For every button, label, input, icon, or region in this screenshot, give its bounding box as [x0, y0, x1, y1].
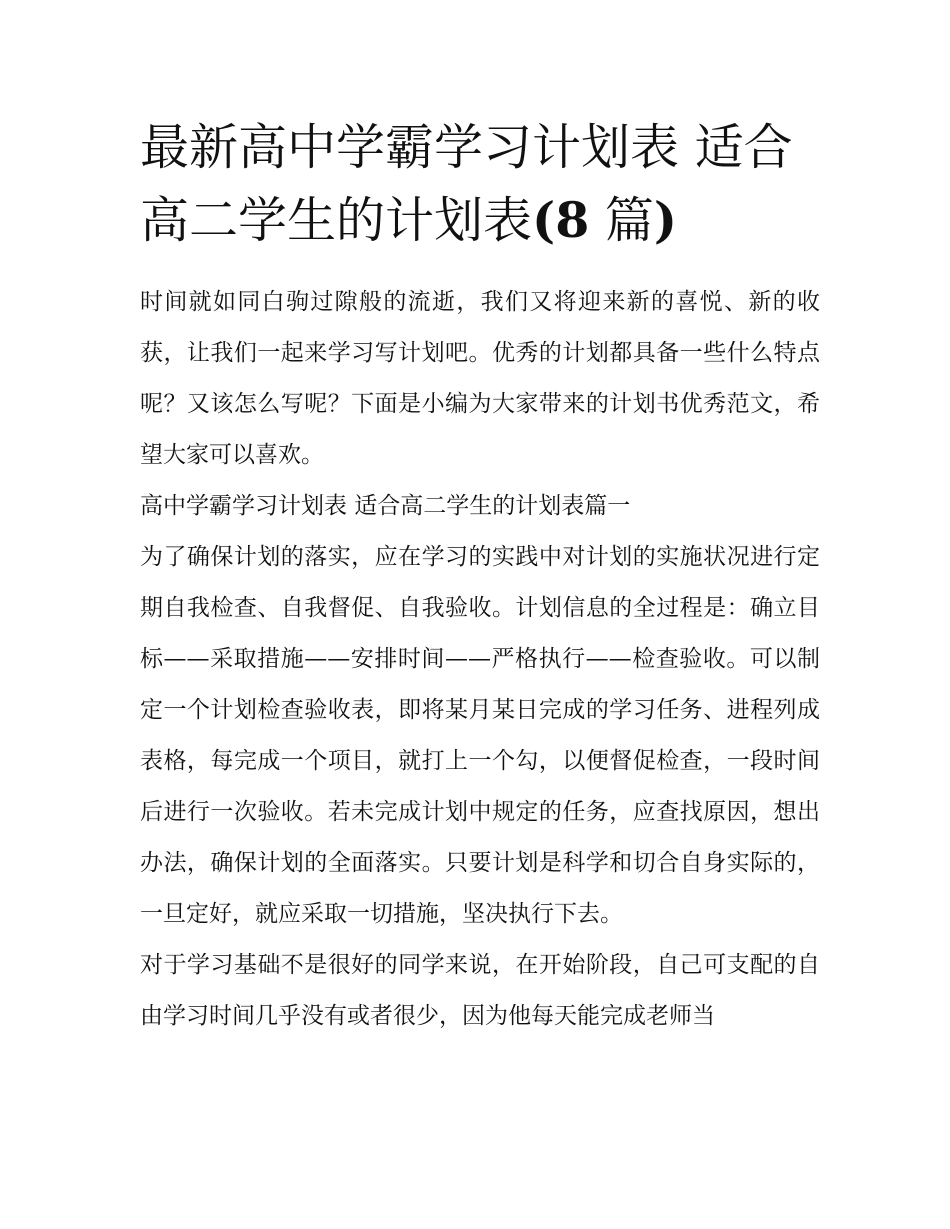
- document-page: [140, 112, 820, 1042]
- title-count-open: (8: [532, 191, 590, 249]
- body-paragraph-2: 对于学习基础不是很好的同学来说，在开始阶段，自己可支配的自由学习时间几乎没有或者很少，因为他每天能完成老师当: [140, 952, 820, 1029]
- title-text: 最新高中学霸学习计划表 适合高二学生的计划表: [140, 119, 793, 249]
- title-count-unit: 篇: [589, 192, 654, 249]
- body-paragraph-1: 为了确保计划的落实，应在学习的实践中对计划的实施状况进行定期自我检查、自我督促、自我验收。计划信息的全过程是：确立目标——采取措施——安排时间——严格执行——检查验收。可以制定一个计划检查验收表，即将某月某日完成的学习任务、进程列成表格，每完成一个项目，就打上一个勾，以便督促检查，一段时间后进行一次验收。若未完成计划中规定的任务，应查找原因，想出办法，确保计划的全面落实。只要计划是科学和切合自身实际的，一旦定好，就应采取一切措施，坚决执行下去。: [140, 544, 820, 927]
- section-heading: 高中学霸学习计划表 适合高二学生的计划表篇一: [140, 493, 631, 519]
- intro-paragraph: 时间就如同白驹过隙般的流逝，我们又将迎来新的喜悦、新的收获，让我们一起来学习写计划吧。优秀的计划都具备一些什么特点呢？又该怎么写呢？下面是小编为大家带来的计划书优秀范文，希望大家可以喜欢。: [140, 289, 820, 468]
- title-count-close: ): [653, 191, 678, 249]
- document-title: [140, 112, 820, 257]
